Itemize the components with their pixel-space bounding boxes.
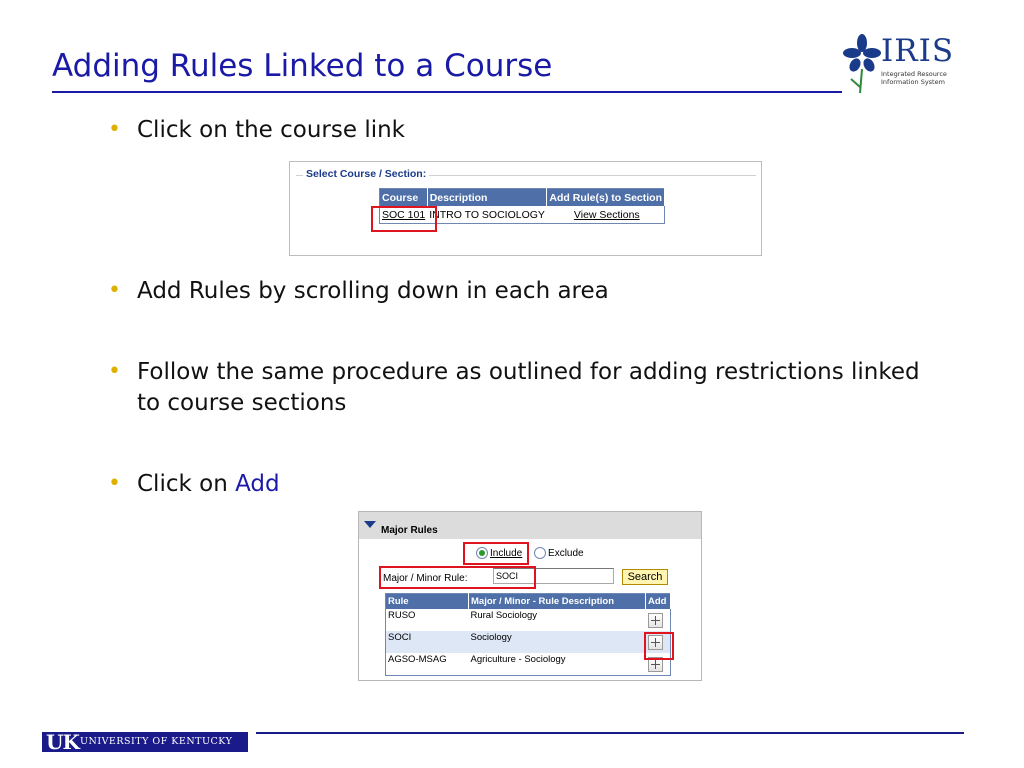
rule-description: Agriculture - Sociology	[470, 654, 566, 665]
footer-rule	[256, 732, 964, 734]
column-header: Add	[646, 594, 671, 610]
table-header-row	[386, 594, 671, 610]
bullet-dot-icon: •	[108, 359, 121, 384]
rule-code: RUSO	[388, 610, 416, 621]
add-plus-icon[interactable]	[648, 613, 663, 628]
bullet-dot-icon: •	[108, 117, 121, 142]
rule-field-label: Major / Minor Rule:	[383, 573, 468, 584]
uk-logo-mark: UK	[46, 730, 79, 754]
uk-logo	[42, 732, 248, 752]
section-header[interactable]	[359, 512, 701, 539]
rule-description: Sociology	[469, 631, 646, 653]
section-title: Major Rules	[381, 525, 438, 536]
exclude-radio[interactable]	[534, 547, 546, 559]
column-header: Add Rule(s) to Section	[547, 189, 665, 207]
slide-title: Adding Rules Linked to a Course	[52, 48, 553, 84]
exclude-label: Exclude	[548, 547, 584, 559]
bullet-highlight: Add	[235, 471, 280, 497]
bullet-text: Click on	[137, 471, 236, 497]
bullet-text: Click on the course link	[137, 117, 406, 143]
iris-logo	[843, 33, 953, 97]
rule-code: AGSO-MSAG	[388, 654, 447, 665]
bullet-text: Follow the same procedure as outlined for adding restrictions linked to course sections	[137, 359, 920, 416]
logo-subtitle: Integrated Resource Information System	[881, 70, 947, 86]
column-header: Course	[380, 189, 428, 207]
bullet-dot-icon: •	[108, 278, 121, 303]
bullet-text: Add Rules by scrolling down in each area	[137, 278, 609, 304]
table-row	[386, 653, 671, 676]
bullet-dot-icon: •	[108, 471, 121, 496]
column-header: Rule	[386, 594, 469, 610]
search-button[interactable]: Search	[622, 569, 668, 585]
major-rules-screenshot	[358, 511, 702, 681]
highlight-box	[379, 566, 536, 589]
highlight-box	[644, 632, 674, 660]
column-header: Major / Minor - Rule Description	[469, 594, 646, 610]
table-row	[386, 609, 671, 631]
course-link[interactable]: SOC 101	[382, 208, 426, 221]
table-row	[386, 631, 671, 653]
uk-logo-text: UNIVERSITY OF KENTUCKY	[80, 736, 233, 747]
select-course-screenshot	[289, 161, 762, 256]
iris-flower-icon	[843, 33, 881, 97]
course-description: INTRO TO SOCIOLOGY	[429, 208, 545, 221]
rule-description: Rural Sociology	[470, 610, 538, 621]
table-header-row	[380, 189, 665, 207]
highlight-box	[463, 542, 529, 565]
include-label: Include	[490, 547, 523, 559]
column-header: Description	[427, 189, 547, 207]
collapse-triangle-icon[interactable]	[364, 521, 376, 528]
title-underline	[52, 91, 842, 93]
rule-table	[385, 593, 671, 676]
rule-code: SOCI	[386, 631, 469, 653]
view-sections-link[interactable]: View Sections	[573, 208, 640, 221]
fieldset-legend: Select Course / Section:	[303, 168, 429, 180]
highlight-box	[371, 206, 437, 232]
logo-word: IRIS	[881, 33, 955, 69]
